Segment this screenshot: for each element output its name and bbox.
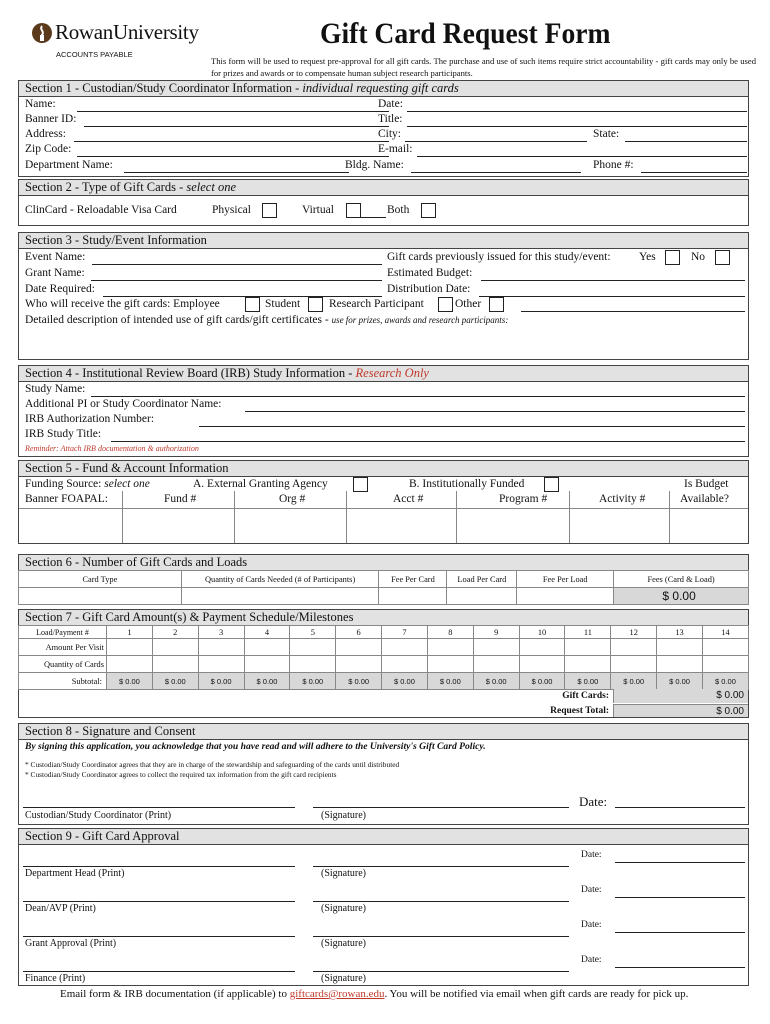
grant-approval-date-label: Date: [581,920,602,930]
zip-label: Zip Code: [25,143,72,155]
load-number-5: 5 [290,626,336,639]
zip-field[interactable] [77,156,389,157]
subtotal-5: $ 0.00 [290,673,336,690]
study-name-field[interactable] [91,396,745,397]
coordinator-signature-field[interactable] [313,807,569,808]
other-label: Other [455,298,482,310]
load-number-13: 13 [657,626,703,639]
pi-label: Additional PI or Study Coordinator Name: [25,398,222,410]
amount-per-visit-11[interactable] [565,639,611,656]
student-label: Student [265,298,301,310]
amount-per-visit-5[interactable] [290,639,336,656]
card-load-header-row [19,571,749,588]
load-number-1: 1 [107,626,153,639]
virtual-underline [346,217,386,218]
gift-cards-total-value: $ 0.00 [613,689,748,703]
who-receives-label: Who will receive the gift cards: Employee [25,298,220,310]
participant-checkbox[interactable] [438,297,453,312]
department-head-date-label: Date: [581,850,602,860]
description-label: Detailed description of intended use of gift cards/gift certificates - use for prizes, awards and research participants: [25,314,509,326]
budget-available-field[interactable] [670,509,747,542]
section-3 [18,232,749,360]
acct-label: Acct # [393,493,424,505]
employee-checkbox[interactable] [245,297,260,312]
title-label: Title: [378,113,403,125]
address-field[interactable] [74,141,389,142]
budget-available-label-2: Available? [680,493,729,505]
finance-print-label: Finance (Print) [25,973,86,984]
section-8 [18,723,749,825]
clincard-label: ClinCard - Reloadable Visa Card [25,204,177,216]
university-name: RowanUniversity [55,20,199,44]
col-fee-load: Fee Per Load [517,571,614,588]
irb-auth-label: IRB Authorization Number: [25,413,155,425]
date-field[interactable] [407,111,747,112]
section-3-header: Section 3 - Study/Event Information [19,233,748,249]
fees-total-value: $ 0.00 [614,588,749,605]
department-head-date-field[interactable] [615,862,745,863]
event-name-field[interactable] [92,264,382,265]
grant-approval-signature-label: (Signature) [321,938,366,949]
tax-note: * Custodian/Study Coordinator agrees to collect the required tax information from the gift card recipients [25,770,337,779]
load-number-11: 11 [565,626,611,639]
request-total-label: Request Total: [550,706,609,716]
giftcards-email-link[interactable]: giftcards@rowan.edu [289,988,385,1000]
coordinator-print-field[interactable] [23,807,295,808]
irb-title-label: IRB Study Title: [25,428,102,440]
section-2 [18,179,749,226]
irb-title-field[interactable] [111,441,745,442]
previously-issued-label: Gift cards previously issued for this study/event: [387,251,611,263]
section-9-header: Section 9 - Gift Card Approval [19,829,748,845]
fee-card-field[interactable] [379,588,447,605]
department-head-print-label: Department Head (Print) [25,868,125,879]
department-field[interactable] [124,172,349,173]
grant-approval-signature-field[interactable] [313,936,569,937]
quantity-field[interactable] [181,588,379,605]
physical-label: Physical [212,204,251,216]
bldg-field[interactable] [411,172,581,173]
quantity-of-cards-13[interactable] [657,656,703,673]
phone-label: Phone #: [593,159,634,171]
date-required-label: Date Required: [25,283,95,295]
department-label: Department Name: [25,159,113,171]
dean-avp-signature-field[interactable] [313,901,569,902]
quantity-row [19,656,749,673]
address-label: Address: [25,128,66,140]
date-label: Date: [378,98,403,110]
load-number-12: 12 [611,626,657,639]
participant-label: Research Participant [329,298,424,310]
policy-acknowledgement: By signing this application, you acknowledge that you have read and will adhere to the University's Gift Card Policy. [25,741,486,752]
amount-per-visit-14[interactable] [702,639,748,656]
dean-avp-date-label: Date: [581,885,602,895]
section-4 [18,365,749,457]
department-head-signature-label: (Signature) [321,868,366,879]
amount-label: Amount Per Visit [19,639,107,656]
institutional-label: B. Institutionally Funded [409,478,525,490]
department-name: ACCOUNTS PAYABLE [56,50,133,59]
load-number-6: 6 [336,626,382,639]
study-name-label: Study Name: [25,383,86,395]
subtotal-3: $ 0.00 [198,673,244,690]
yes-label: Yes [639,251,656,263]
finance-date-field[interactable] [615,967,745,968]
no-label: No [691,251,706,263]
section-5 [18,460,749,544]
city-label: City: [378,128,402,140]
subtotal-14: $ 0.00 [702,673,748,690]
form-title: Gift Card Request Form [320,17,611,50]
load-number-row [19,626,749,639]
budget-available-label-1: Is Budget [684,478,729,490]
footer-text: Email form & IRB documentation (if applicable) to [60,988,290,1000]
quantity-of-cards-6[interactable] [336,656,382,673]
load-number-7: 7 [382,626,428,639]
section-1-header: Section 1 - Custodian/Study Coordinator Information - individual requesting gift cards [19,81,748,97]
load-payment-label: Load/Payment # [19,626,107,639]
quantity-of-cards-1[interactable] [107,656,153,673]
grant-name-field[interactable] [91,280,382,281]
quantity-of-cards-3[interactable] [198,656,244,673]
quantity-of-cards-12[interactable] [611,656,657,673]
fee-load-field[interactable] [517,588,614,605]
coordinator-date-field[interactable] [615,807,745,808]
amount-row [19,639,749,656]
subtotal-7: $ 0.00 [382,673,428,690]
budget-label: Estimated Budget: [387,267,473,279]
org-field[interactable] [235,509,345,542]
student-checkbox[interactable] [308,297,323,312]
bldg-label: Bldg. Name: [345,159,404,171]
irb-auth-field[interactable] [199,426,745,427]
institutional-checkbox[interactable] [544,477,559,492]
load-number-4: 4 [244,626,290,639]
dean-avp-print-label: Dean/AVP (Print) [25,903,96,914]
amount-per-visit-9[interactable] [473,639,519,656]
section-6-header: Section 6 - Number of Gift Cards and Loads [19,555,748,571]
coordinator-signature-label: (Signature) [321,810,366,821]
amount-per-visit-3[interactable] [198,639,244,656]
city-field[interactable] [405,141,587,142]
load-number-14: 14 [702,626,748,639]
foapal-label: Banner FOAPAL: [25,493,108,505]
subtotal-12: $ 0.00 [611,673,657,690]
rowan-logo [32,22,202,68]
event-name-label: Event Name: [25,251,86,263]
quantity-of-cards-11[interactable] [565,656,611,673]
section-2-header: Section 2 - Type of Gift Cards - select one [19,180,748,196]
agency-checkbox[interactable] [353,477,368,492]
activity-label: Activity # [599,493,646,505]
virtual-label: Virtual [302,204,334,216]
amount-per-visit-12[interactable] [611,639,657,656]
quantity-of-cards-5[interactable] [290,656,336,673]
subtotal-4: $ 0.00 [244,673,290,690]
payment-schedule-table [18,625,749,690]
card-load-value-row [19,588,749,605]
grant-approval-date-field[interactable] [615,932,745,933]
program-label: Program # [499,493,548,505]
name-label: Name: [25,98,56,110]
quantity-of-cards-9[interactable] [473,656,519,673]
load-number-9: 9 [473,626,519,639]
load-card-field[interactable] [447,588,517,605]
section-5-header: Section 5 - Fund & Account Information [19,461,748,477]
fund-label: Fund # [164,493,197,505]
other-field[interactable] [521,311,745,312]
quantity-label: Quantity of Cards [19,656,107,673]
footer-note [60,988,688,1000]
quantity-of-cards-7[interactable] [382,656,428,673]
grant-approval-print-field[interactable] [23,936,295,937]
quantity-of-cards-10[interactable] [519,656,565,673]
finance-signature-label: (Signature) [321,973,366,984]
physical-checkbox[interactable] [262,203,277,218]
quantity-of-cards-8[interactable] [427,656,473,673]
col-quantity: Quantity of Cards Needed (# of Participants) [181,571,379,588]
subtotal-row [19,673,749,690]
footer-text-end: . You will be notified via email when gift cards are ready for pick up. [384,988,689,1000]
finance-print-field[interactable] [23,971,295,972]
section-7 [18,609,749,718]
email-label: E-mail: [378,143,413,155]
section-4-header: Section 4 - Institutional Review Board (IRB) Study Information - Research Only [19,366,748,382]
dean-avp-signature-label: (Signature) [321,903,366,914]
subtotal-2: $ 0.00 [152,673,198,690]
banner-id-label: Banner ID: [25,113,77,125]
budget-field[interactable] [481,280,745,281]
amount-per-visit-1[interactable] [107,639,153,656]
section-6 [18,554,749,605]
pi-field[interactable] [245,411,745,412]
quantity-of-cards-4[interactable] [244,656,290,673]
previously-no-checkbox[interactable] [715,250,730,265]
distribution-date-field[interactable] [479,296,745,297]
email-field[interactable] [417,156,747,157]
state-label: State: [593,128,620,140]
amount-per-visit-8[interactable] [427,639,473,656]
subtotal-8: $ 0.00 [427,673,473,690]
col-load-card: Load Per Card [447,571,517,588]
grant-approval-print-label: Grant Approval (Print) [25,938,117,949]
description-field[interactable] [19,329,748,359]
acct-field[interactable] [347,509,455,542]
col-fees-total: Fees (Card & Load) [614,571,749,588]
subtotal-9: $ 0.00 [473,673,519,690]
dean-avp-date-field[interactable] [615,897,745,898]
amount-per-visit-6[interactable] [336,639,382,656]
card-load-table [18,570,749,605]
other-checkbox[interactable] [489,297,504,312]
col-fee-card: Fee Per Card [379,571,447,588]
load-number-3: 3 [198,626,244,639]
name-field[interactable] [77,111,389,112]
totals-area [19,689,748,717]
finance-signature-field[interactable] [313,971,569,972]
subtotal-6: $ 0.00 [336,673,382,690]
subtotal-label: Subtotal: [19,673,107,690]
request-total-value: $ 0.00 [613,704,748,717]
amount-per-visit-10[interactable] [519,639,565,656]
rowan-torch-icon [32,22,52,44]
stewardship-note: * Custodian/Study Coordinator agrees that they are in charge of the stewardship and safeguarding of the cards until distributed [25,760,400,769]
grant-name-label: Grant Name: [25,267,85,279]
funding-source-label: Funding Source: select one [25,478,150,490]
coordinator-date-label: Date: [579,794,608,809]
gift-cards-total-label: Gift Cards: [562,691,609,701]
dean-avp-print-field[interactable] [23,901,295,902]
distribution-date-label: Distribution Date: [387,283,471,295]
subtotal-11: $ 0.00 [565,673,611,690]
previously-yes-checkbox[interactable] [665,250,680,265]
program-field[interactable] [457,509,568,542]
virtual-checkbox[interactable] [346,203,361,218]
load-number-8: 8 [427,626,473,639]
form-intro: This form will be used to request pre-approval for all gift cards. The purchase and use of such items require strict accountability - gift cards may only be used for prizes and awards or to compensate human subject research participants. [211,56,756,78]
title-field[interactable] [407,126,747,127]
load-number-10: 10 [519,626,565,639]
irb-reminder: Reminder: Attach IRB documentation & authorization [25,444,199,453]
coordinator-print-label: Custodian/Study Coordinator (Print) [25,810,172,821]
phone-field[interactable] [641,172,747,173]
both-label: Both [387,204,410,216]
subtotal-1: $ 0.00 [107,673,153,690]
quantity-of-cards-14[interactable] [702,656,748,673]
activity-field[interactable] [570,509,668,542]
card-type-field[interactable] [19,588,182,605]
amount-per-visit-7[interactable] [382,639,428,656]
section-7-header: Section 7 - Gift Card Amount(s) & Payment Schedule/Milestones [19,610,748,626]
amount-per-visit-2[interactable] [152,639,198,656]
date-required-field[interactable] [103,296,382,297]
agency-label: A. External Granting Agency [193,478,328,490]
col-card-type: Card Type [19,571,182,588]
section-1 [18,80,749,177]
org-label: Org # [279,493,306,505]
subtotal-13: $ 0.00 [657,673,703,690]
state-field[interactable] [625,141,747,142]
quantity-of-cards-2[interactable] [152,656,198,673]
department-head-print-field[interactable] [23,866,295,867]
amount-per-visit-13[interactable] [657,639,703,656]
both-checkbox[interactable] [421,203,436,218]
load-number-2: 2 [152,626,198,639]
finance-date-label: Date: [581,955,602,965]
banner-id-field[interactable] [84,126,389,127]
section-8-header: Section 8 - Signature and Consent [19,724,748,740]
subtotal-10: $ 0.00 [519,673,565,690]
amount-per-visit-4[interactable] [244,639,290,656]
fund-field[interactable] [123,509,233,542]
section-9 [18,828,749,986]
department-head-signature-field[interactable] [313,866,569,867]
